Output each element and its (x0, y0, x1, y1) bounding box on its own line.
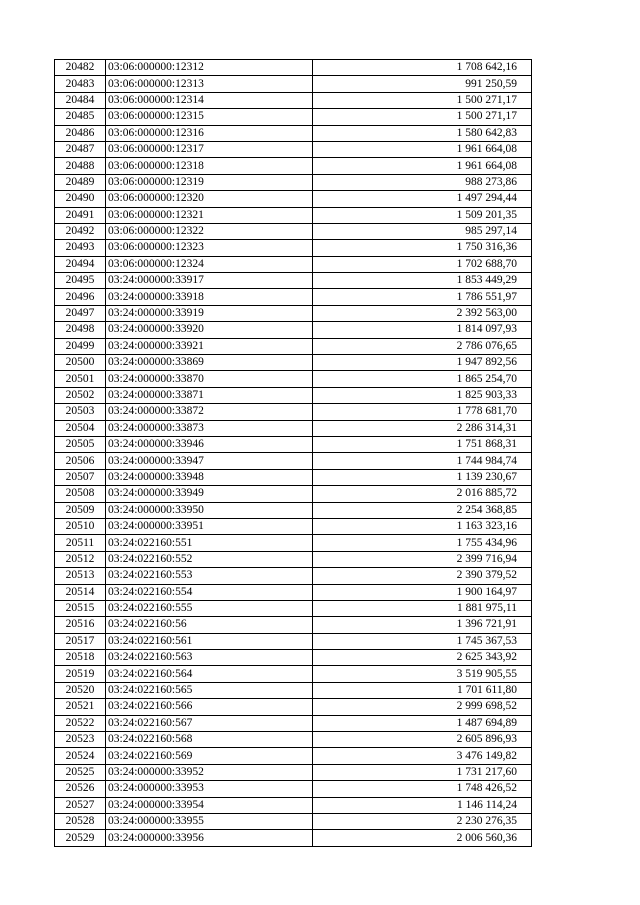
value-cell: 1 500 271,17 (313, 92, 532, 108)
row-id-cell: 20518 (55, 650, 106, 666)
value-cell: 2 016 885,72 (313, 486, 532, 502)
table-row (55, 371, 532, 387)
value-cell: 1 961 664,08 (313, 141, 532, 157)
table-row (55, 174, 532, 190)
row-id-cell: 20482 (55, 60, 106, 76)
cadastral-number-cell: 03:24:022160:552 (106, 551, 313, 567)
table-row (55, 486, 532, 502)
row-id-cell: 20485 (55, 109, 106, 125)
table-row (55, 207, 532, 223)
row-id-cell: 20506 (55, 453, 106, 469)
value-cell: 991 250,59 (313, 76, 532, 92)
cadastral-number-cell: 03:24:022160:566 (106, 699, 313, 715)
value-cell: 2 399 716,94 (313, 551, 532, 567)
value-cell: 1 509 201,35 (313, 207, 532, 223)
table-row (55, 551, 532, 567)
value-cell: 1 961 664,08 (313, 158, 532, 174)
cadastral-number-cell: 03:24:000000:33956 (106, 830, 313, 846)
table-row (55, 240, 532, 256)
table-row (55, 600, 532, 616)
row-id-cell: 20499 (55, 338, 106, 354)
row-id-cell: 20526 (55, 781, 106, 797)
row-id-cell: 20527 (55, 797, 106, 813)
cadastral-number-cell: 03:24:000000:33870 (106, 371, 313, 387)
table-row (55, 813, 532, 829)
row-id-cell: 20497 (55, 305, 106, 321)
table-row (55, 518, 532, 534)
table-row (55, 732, 532, 748)
value-cell: 988 273,86 (313, 174, 532, 190)
table-row (55, 92, 532, 108)
cadastral-number-cell: 03:24:000000:33871 (106, 387, 313, 403)
value-cell: 1 900 164,97 (313, 584, 532, 600)
cadastral-number-cell: 03:24:000000:33950 (106, 502, 313, 518)
row-id-cell: 20494 (55, 256, 106, 272)
table-row (55, 60, 532, 76)
value-cell: 2 786 076,65 (313, 338, 532, 354)
table-row (55, 158, 532, 174)
table-row (55, 830, 532, 846)
cadastral-number-cell: 03:24:000000:33948 (106, 469, 313, 485)
value-cell: 1 750 316,36 (313, 240, 532, 256)
value-cell: 1 500 271,17 (313, 109, 532, 125)
value-cell: 1 751 868,31 (313, 436, 532, 452)
value-cell: 1 146 114,24 (313, 797, 532, 813)
value-cell: 2 286 314,31 (313, 420, 532, 436)
cadastral-number-cell: 03:06:000000:12312 (106, 60, 313, 76)
table-row (55, 289, 532, 305)
value-cell: 1 881 975,11 (313, 600, 532, 616)
row-id-cell: 20484 (55, 92, 106, 108)
value-cell: 1 947 892,56 (313, 355, 532, 371)
table-body (55, 60, 532, 847)
table-row (55, 322, 532, 338)
cadastral-number-cell: 03:24:000000:33919 (106, 305, 313, 321)
cadastral-number-cell: 03:24:000000:33872 (106, 404, 313, 420)
table-row (55, 273, 532, 289)
table-row (55, 699, 532, 715)
cadastral-number-cell: 03:24:000000:33953 (106, 781, 313, 797)
value-cell: 2 390 379,52 (313, 568, 532, 584)
cadastral-number-cell: 03:06:000000:12313 (106, 76, 313, 92)
value-cell: 1 702 688,70 (313, 256, 532, 272)
value-cell: 1 139 230,67 (313, 469, 532, 485)
value-cell: 2 392 563,00 (313, 305, 532, 321)
row-id-cell: 20493 (55, 240, 106, 256)
table-row (55, 436, 532, 452)
cadastral-number-cell: 03:06:000000:12324 (106, 256, 313, 272)
row-id-cell: 20505 (55, 436, 106, 452)
table-row (55, 338, 532, 354)
value-cell: 1 748 426,52 (313, 781, 532, 797)
cadastral-number-cell: 03:24:000000:33955 (106, 813, 313, 829)
row-id-cell: 20488 (55, 158, 106, 174)
row-id-cell: 20508 (55, 486, 106, 502)
row-id-cell: 20490 (55, 191, 106, 207)
row-id-cell: 20513 (55, 568, 106, 584)
row-id-cell: 20516 (55, 617, 106, 633)
row-id-cell: 20491 (55, 207, 106, 223)
cadastral-number-cell: 03:24:022160:56 (106, 617, 313, 633)
value-cell: 1 786 551,97 (313, 289, 532, 305)
row-id-cell: 20524 (55, 748, 106, 764)
table-row (55, 781, 532, 797)
value-cell: 1 778 681,70 (313, 404, 532, 420)
row-id-cell: 20509 (55, 502, 106, 518)
table-row (55, 125, 532, 141)
cadastral-number-cell: 03:24:022160:568 (106, 732, 313, 748)
cadastral-number-cell: 03:06:000000:12316 (106, 125, 313, 141)
table-row (55, 682, 532, 698)
value-cell: 2 605 896,93 (313, 732, 532, 748)
value-cell: 1 580 642,83 (313, 125, 532, 141)
cadastral-number-cell: 03:06:000000:12317 (106, 141, 313, 157)
row-id-cell: 20483 (55, 76, 106, 92)
row-id-cell: 20519 (55, 666, 106, 682)
cadastral-number-cell: 03:24:000000:33873 (106, 420, 313, 436)
row-id-cell: 20514 (55, 584, 106, 600)
value-cell: 2 006 560,36 (313, 830, 532, 846)
row-id-cell: 20487 (55, 141, 106, 157)
row-id-cell: 20512 (55, 551, 106, 567)
row-id-cell: 20498 (55, 322, 106, 338)
row-id-cell: 20517 (55, 633, 106, 649)
cadastral-number-cell: 03:24:022160:564 (106, 666, 313, 682)
cadastral-number-cell: 03:24:000000:33951 (106, 518, 313, 534)
table-row (55, 568, 532, 584)
cadastral-number-cell: 03:24:022160:553 (106, 568, 313, 584)
row-id-cell: 20511 (55, 535, 106, 551)
value-cell: 1 814 097,93 (313, 322, 532, 338)
cadastral-number-cell: 03:24:000000:33949 (106, 486, 313, 502)
row-id-cell: 20515 (55, 600, 106, 616)
table-row (55, 191, 532, 207)
row-id-cell: 20496 (55, 289, 106, 305)
cadastral-number-cell: 03:24:022160:563 (106, 650, 313, 666)
row-id-cell: 20529 (55, 830, 106, 846)
cadastral-number-cell: 03:24:022160:569 (106, 748, 313, 764)
table-row (55, 715, 532, 731)
row-id-cell: 20525 (55, 764, 106, 780)
row-id-cell: 20502 (55, 387, 106, 403)
row-id-cell: 20503 (55, 404, 106, 420)
value-cell: 1 745 367,53 (313, 633, 532, 649)
row-id-cell: 20521 (55, 699, 106, 715)
value-cell: 2 254 368,85 (313, 502, 532, 518)
row-id-cell: 20489 (55, 174, 106, 190)
cadastral-number-cell: 03:24:000000:33917 (106, 273, 313, 289)
table-row (55, 256, 532, 272)
cadastral-number-cell: 03:24:000000:33952 (106, 764, 313, 780)
cadastral-number-cell: 03:24:000000:33869 (106, 355, 313, 371)
cadastral-number-cell: 03:06:000000:12320 (106, 191, 313, 207)
table-row (55, 535, 532, 551)
value-cell: 1 731 217,60 (313, 764, 532, 780)
table-row (55, 650, 532, 666)
value-cell: 1 744 984,74 (313, 453, 532, 469)
row-id-cell: 20523 (55, 732, 106, 748)
row-id-cell: 20501 (55, 371, 106, 387)
value-cell: 1 825 903,33 (313, 387, 532, 403)
row-id-cell: 20510 (55, 518, 106, 534)
cadastral-number-cell: 03:24:000000:33946 (106, 436, 313, 452)
row-id-cell: 20486 (55, 125, 106, 141)
row-id-cell: 20504 (55, 420, 106, 436)
row-id-cell: 20500 (55, 355, 106, 371)
value-cell: 1 708 642,16 (313, 60, 532, 76)
table-row (55, 387, 532, 403)
cadastral-number-cell: 03:06:000000:12315 (106, 109, 313, 125)
cadastral-number-cell: 03:06:000000:12319 (106, 174, 313, 190)
cadastral-number-cell: 03:06:000000:12323 (106, 240, 313, 256)
value-cell: 1 701 611,80 (313, 682, 532, 698)
value-cell: 1 163 323,16 (313, 518, 532, 534)
value-cell: 1 865 254,70 (313, 371, 532, 387)
table-row (55, 666, 532, 682)
value-cell: 2 625 343,92 (313, 650, 532, 666)
value-cell: 1 755 434,96 (313, 535, 532, 551)
row-id-cell: 20528 (55, 813, 106, 829)
value-cell: 1 497 294,44 (313, 191, 532, 207)
row-id-cell: 20507 (55, 469, 106, 485)
table-row (55, 764, 532, 780)
table-row (55, 633, 532, 649)
row-id-cell: 20495 (55, 273, 106, 289)
table-row (55, 76, 532, 92)
cadastral-number-cell: 03:24:000000:33918 (106, 289, 313, 305)
table-row (55, 141, 532, 157)
table-row (55, 617, 532, 633)
cadastral-number-cell: 03:06:000000:12321 (106, 207, 313, 223)
value-cell: 3 519 905,55 (313, 666, 532, 682)
table-row (55, 404, 532, 420)
value-cell: 985 297,14 (313, 223, 532, 239)
row-id-cell: 20492 (55, 223, 106, 239)
cadastral-number-cell: 03:24:000000:33921 (106, 338, 313, 354)
value-cell: 3 476 149,82 (313, 748, 532, 764)
cadastral-number-cell: 03:24:022160:561 (106, 633, 313, 649)
cadastral-number-cell: 03:24:022160:554 (106, 584, 313, 600)
cadastral-number-cell: 03:24:022160:551 (106, 535, 313, 551)
table-row (55, 355, 532, 371)
value-cell: 2 999 698,52 (313, 699, 532, 715)
table-row (55, 584, 532, 600)
value-cell: 1 853 449,29 (313, 273, 532, 289)
table-row (55, 305, 532, 321)
table-row (55, 109, 532, 125)
cadastral-number-cell: 03:24:000000:33947 (106, 453, 313, 469)
cadastral-number-cell: 03:06:000000:12322 (106, 223, 313, 239)
value-cell: 2 230 276,35 (313, 813, 532, 829)
table-row (55, 469, 532, 485)
table-row (55, 453, 532, 469)
table-row (55, 797, 532, 813)
row-id-cell: 20522 (55, 715, 106, 731)
table-row (55, 223, 532, 239)
value-cell: 1 487 694,89 (313, 715, 532, 731)
table-row (55, 748, 532, 764)
cadastral-number-cell: 03:24:022160:555 (106, 600, 313, 616)
cadastral-number-cell: 03:06:000000:12314 (106, 92, 313, 108)
table-row (55, 420, 532, 436)
row-id-cell: 20520 (55, 682, 106, 698)
cadastral-number-cell: 03:24:022160:565 (106, 682, 313, 698)
table-row (55, 502, 532, 518)
cadastral-number-cell: 03:24:000000:33920 (106, 322, 313, 338)
value-cell: 1 396 721,91 (313, 617, 532, 633)
cadastral-number-cell: 03:06:000000:12318 (106, 158, 313, 174)
cadastral-value-table (54, 59, 532, 847)
cadastral-number-cell: 03:24:022160:567 (106, 715, 313, 731)
cadastral-number-cell: 03:24:000000:33954 (106, 797, 313, 813)
